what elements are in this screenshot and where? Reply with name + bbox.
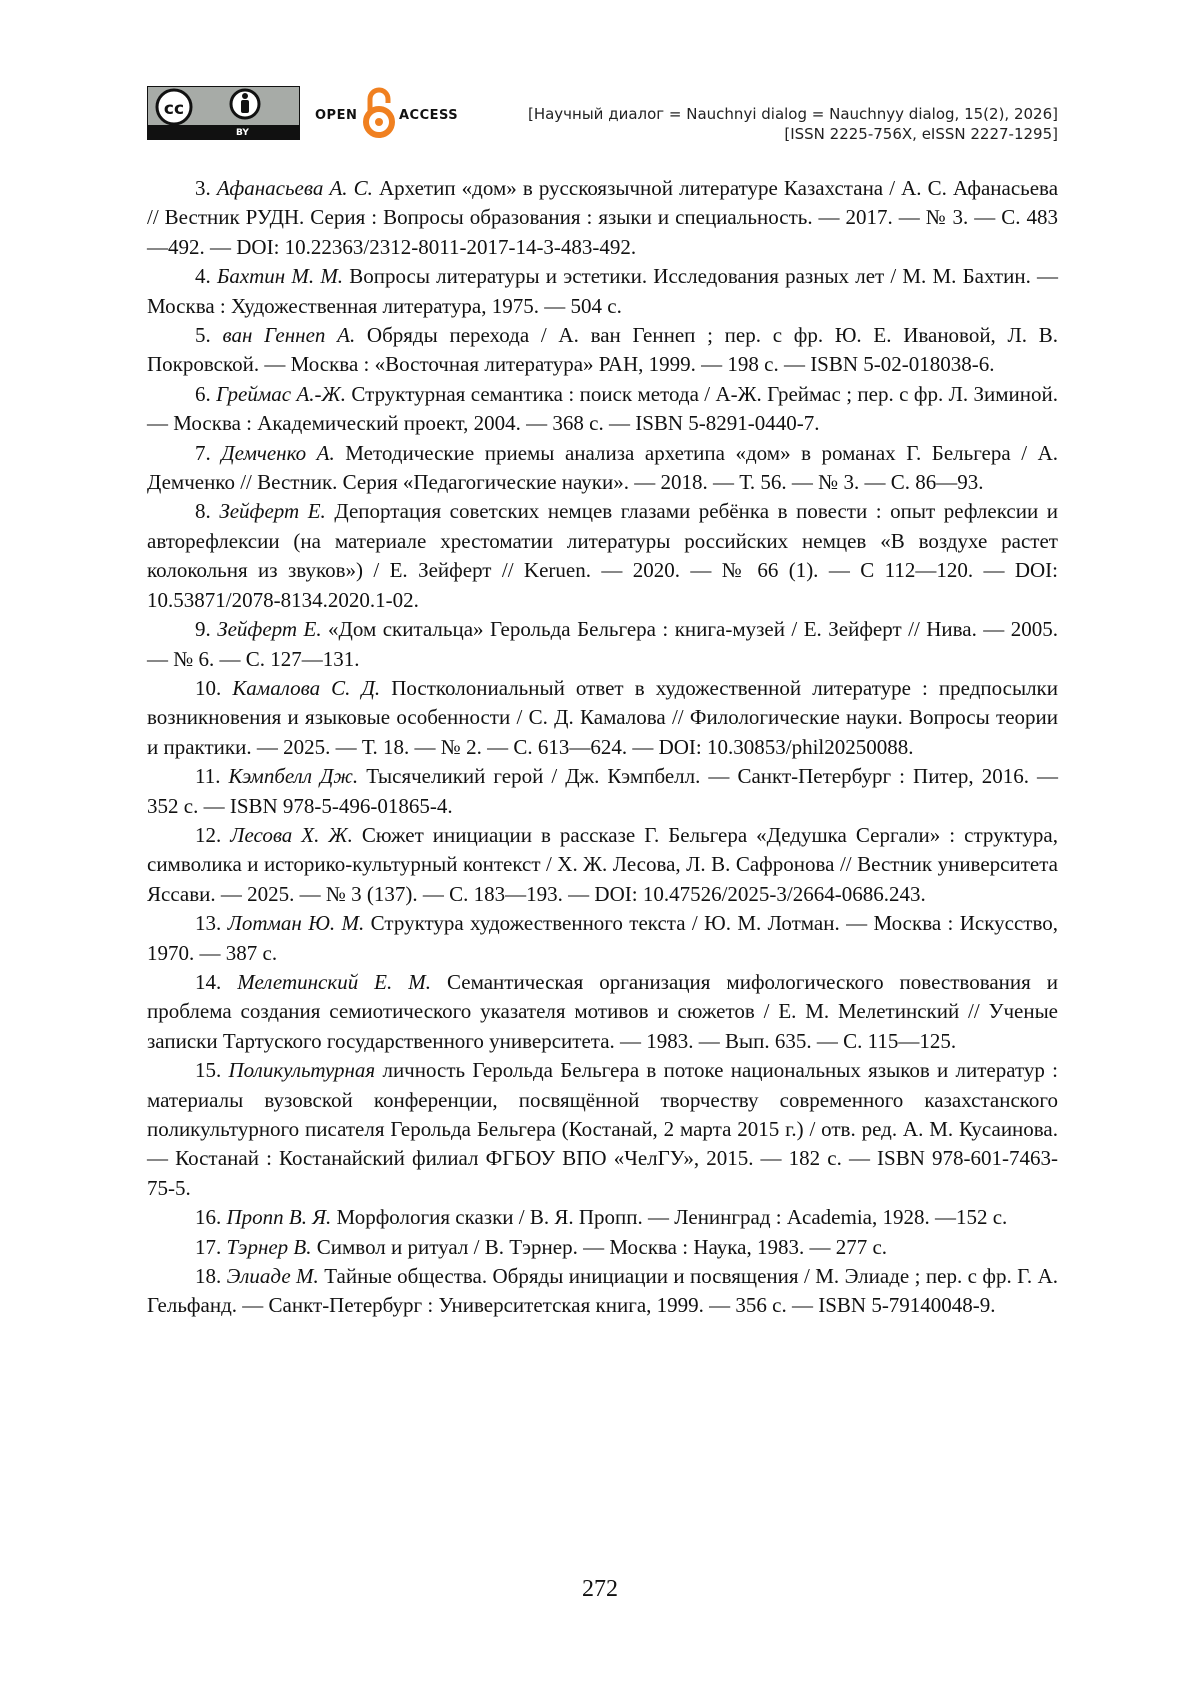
reference-list — [147, 174, 1058, 1321]
reference-author: Бахтин М. М. — [216, 264, 344, 289]
reference-author: Демченко А. — [221, 440, 335, 465]
reference-author: Пропп В. Я. — [226, 1205, 332, 1230]
reference-text: Постколониальный ответ в художественной литературе : предпосылки возникновения и языковые особенности / С. Д. Камалова // Филологические науки. Вопросы теории и практики. — 2025. — Т. 18. — № 2. — С. 613—624. — DOI: 10.30853/phil20250088. — [147, 675, 1059, 759]
reference-item — [147, 439, 1058, 498]
reference-author: Лотман Ю. М. — [227, 911, 365, 936]
reference-author: Греймас А.-Ж. — [216, 381, 347, 406]
reference-item — [147, 909, 1058, 968]
reference-text: Депортация советских немцев глазами ребёнка в повести : опыт рефлексии и авторефлексии (на материале хрестоматии литературы российских немцев «В воздухе растет колокольня из звуков») / Е. Зейферт // Keruen. — 2020. — № 66 (1). — С 112—120. — DOI: 10.53871/2078-8134.2020.1-02. — [147, 499, 1058, 612]
reference-author: Тэрнер В. — [226, 1234, 312, 1259]
reference-item — [147, 1233, 1058, 1262]
reference-item — [147, 762, 1058, 821]
reference-text: Структурная семантика : поиск метода / А-Ж. Греймас ; пер. с фр. Л. Зиминой. — Москва : Академический проект, 2004. — 368 с. — ISBN 5-8291-0440-7. — [147, 381, 1059, 436]
reference-number: 7. — [195, 440, 211, 465]
reference-text: Вопросы литературы и эстетики. Исследования разных лет / М. М. Бахтин. — Москва : Художественная литература, 1975. — 504 с. — [147, 264, 1059, 318]
reference-author: Мелетинский Е. М. — [237, 969, 431, 994]
reference-item — [147, 968, 1058, 1056]
reference-number: 12. — [195, 822, 222, 847]
cc-by-license-badge[interactable] — [147, 86, 300, 140]
page-number: 272 — [582, 1576, 618, 1602]
reference-number: 13. — [195, 911, 222, 936]
reference-text: Сюжет инициации в рассказе Г. Бельгера «Дедушка Сергали» : структура, символика и историко-культурный контекст / Х. Ж. Лесова, Л. В. Сафронова // Вестник университета Яссави. — 2025. — № 3 (137). — С. 183—193. — DOI: 10.47526/2025-3/2664-0686.243. — [147, 822, 1058, 906]
reference-text: Тысячеликий герой / Дж. Кэмпбелл. — Санкт-Петербург : Питер, 2016. — 352 с. — ISBN 978-5-496-01865-4. — [147, 764, 1059, 818]
reference-item — [147, 262, 1058, 321]
reference-item — [147, 821, 1058, 909]
reference-text: Архетип «дом» в русскоязычной литературе Казахстана / А. С. Афанасьева // Вестник РУДН. Серия : Вопросы образования : языки и специальность. — 2017. — № 3. — С. 483—492. — DOI: 10.22363/2312-8011-2017-14-3-483-492. — [147, 176, 1059, 259]
reference-number: 14. — [195, 969, 222, 994]
reference-author: Зейферт Е. — [219, 499, 326, 524]
cc-by-icon — [148, 87, 298, 127]
reference-text: «Дом скитальца» Герольда Бельгера : книга-музей / Е. Зейферт // Нива. — 2005. — № 6. — С. 127—131. — [147, 617, 1058, 671]
reference-text: Тайные общества. Обряды инициации и посвящения / М. Элиаде ; пер. с фр. Г. А. Гельфанд. — Санкт-Петербург : Университетская книга, 1999. — 356 с. — ISBN 5-79140048-9. — [147, 1264, 1058, 1318]
reference-number: 4. — [195, 264, 211, 289]
reference-item — [147, 674, 1058, 762]
reference-text: Обряды перехода / А. ван Геннеп ; пер. с фр. Ю. Е. Ивановой, Л. В. Покровской. — Москва : «Восточная литература» РАН, 1999. — 198 с. — ISBN 5-02-018038-6. — [147, 323, 1059, 377]
reference-number: 8. — [195, 499, 211, 524]
reference-item — [147, 1203, 1058, 1232]
reference-item — [147, 321, 1058, 380]
reference-number: 10. — [195, 675, 222, 700]
reference-author: Поликультурная — [228, 1058, 376, 1083]
reference-author: Зейферт Е. — [217, 617, 322, 642]
reference-item — [147, 174, 1058, 262]
reference-text: Семантическая организация мифологического повествования и проблема создания семиотического указателя мотивов и сюжетов / Е. М. Мелетинский // Ученые записки Тартуского государственного университета. — 1983. — Вып. 635. — С. 115—125. — [147, 969, 1059, 1053]
reference-text: Морфология сказки / В. Я. Пропп. — Ленинград : Academia, 1928. —152 с. — [331, 1205, 1008, 1230]
reference-text: Символ и ритуал / В. Тэрнер. — Москва : Наука, 1983. — 277 с. — [311, 1234, 888, 1259]
reference-number: 5. — [195, 323, 211, 348]
reference-number: 15. — [195, 1058, 222, 1083]
open-access-access-text: ACCESS — [399, 108, 459, 123]
reference-item — [147, 1056, 1058, 1203]
reference-item — [147, 380, 1058, 439]
open-access-lock-icon — [361, 86, 397, 140]
reference-author: Элиаде М. — [226, 1264, 319, 1289]
reference-item — [147, 1262, 1058, 1321]
reference-item — [147, 497, 1058, 615]
reference-number: 17. — [195, 1234, 222, 1259]
reference-text: Методические приемы анализа архетипа «дом» в романах Г. Бельгера / А. Демченко // Вестник. Серия «Педагогические науки». — 2018. — Т. 56. — № 3. — С. 86—93. — [147, 440, 1058, 495]
open-access-logo — [315, 86, 465, 140]
reference-author: ван Геннеп А. — [222, 323, 356, 348]
reference-number: 16. — [195, 1205, 222, 1230]
reference-number: 11. — [195, 764, 221, 789]
journal-title-line: [Научный диалог = Nauchnyi dialog = Nauchnyy dialog, 15(2), 2026] — [527, 105, 1058, 123]
reference-item — [147, 615, 1058, 674]
reference-author: Камалова С. Д. — [232, 675, 381, 700]
reference-author: Кэмпбелл Дж. — [228, 764, 359, 789]
reference-number: 18. — [195, 1264, 222, 1289]
reference-author: Лесова Х. Ж. — [230, 822, 353, 847]
reference-text: Структура художественного текста / Ю. М. Лотман. — Москва : Искусство, 1970. — 387 с. — [147, 911, 1059, 965]
journal-info — [528, 104, 1058, 144]
reference-number: 6. — [195, 381, 211, 406]
reference-number: 3. — [195, 176, 211, 200]
by-label: BY — [236, 128, 249, 138]
open-access-open-text: OPEN — [315, 108, 358, 123]
by-strip — [148, 125, 299, 139]
reference-text: личность Герольда Бельгера в потоке национальных языков и литератур : материалы вузовской конференции, посвящённой творчеству современного казахстанского поликультурного писателя Герольда Бельгера (Костанай, 2 марта 2015 г.) / отв. ред. А. М. Кусаинова. — Костанай : Костанайский филиал ФГБОУ ВПО «ЧелГУ», 2015. — 182 с. — ISBN 978-601-7463-75-5. — [147, 1058, 1058, 1200]
reference-number: 9. — [195, 617, 211, 642]
journal-issn-line: [ISSN 2225-756X, eISSN 2227-1295] — [784, 125, 1058, 143]
svg-text:cc: cc — [163, 99, 185, 119]
reference-author: Афанасьева А. С. — [216, 176, 373, 200]
page-header — [147, 86, 1058, 142]
